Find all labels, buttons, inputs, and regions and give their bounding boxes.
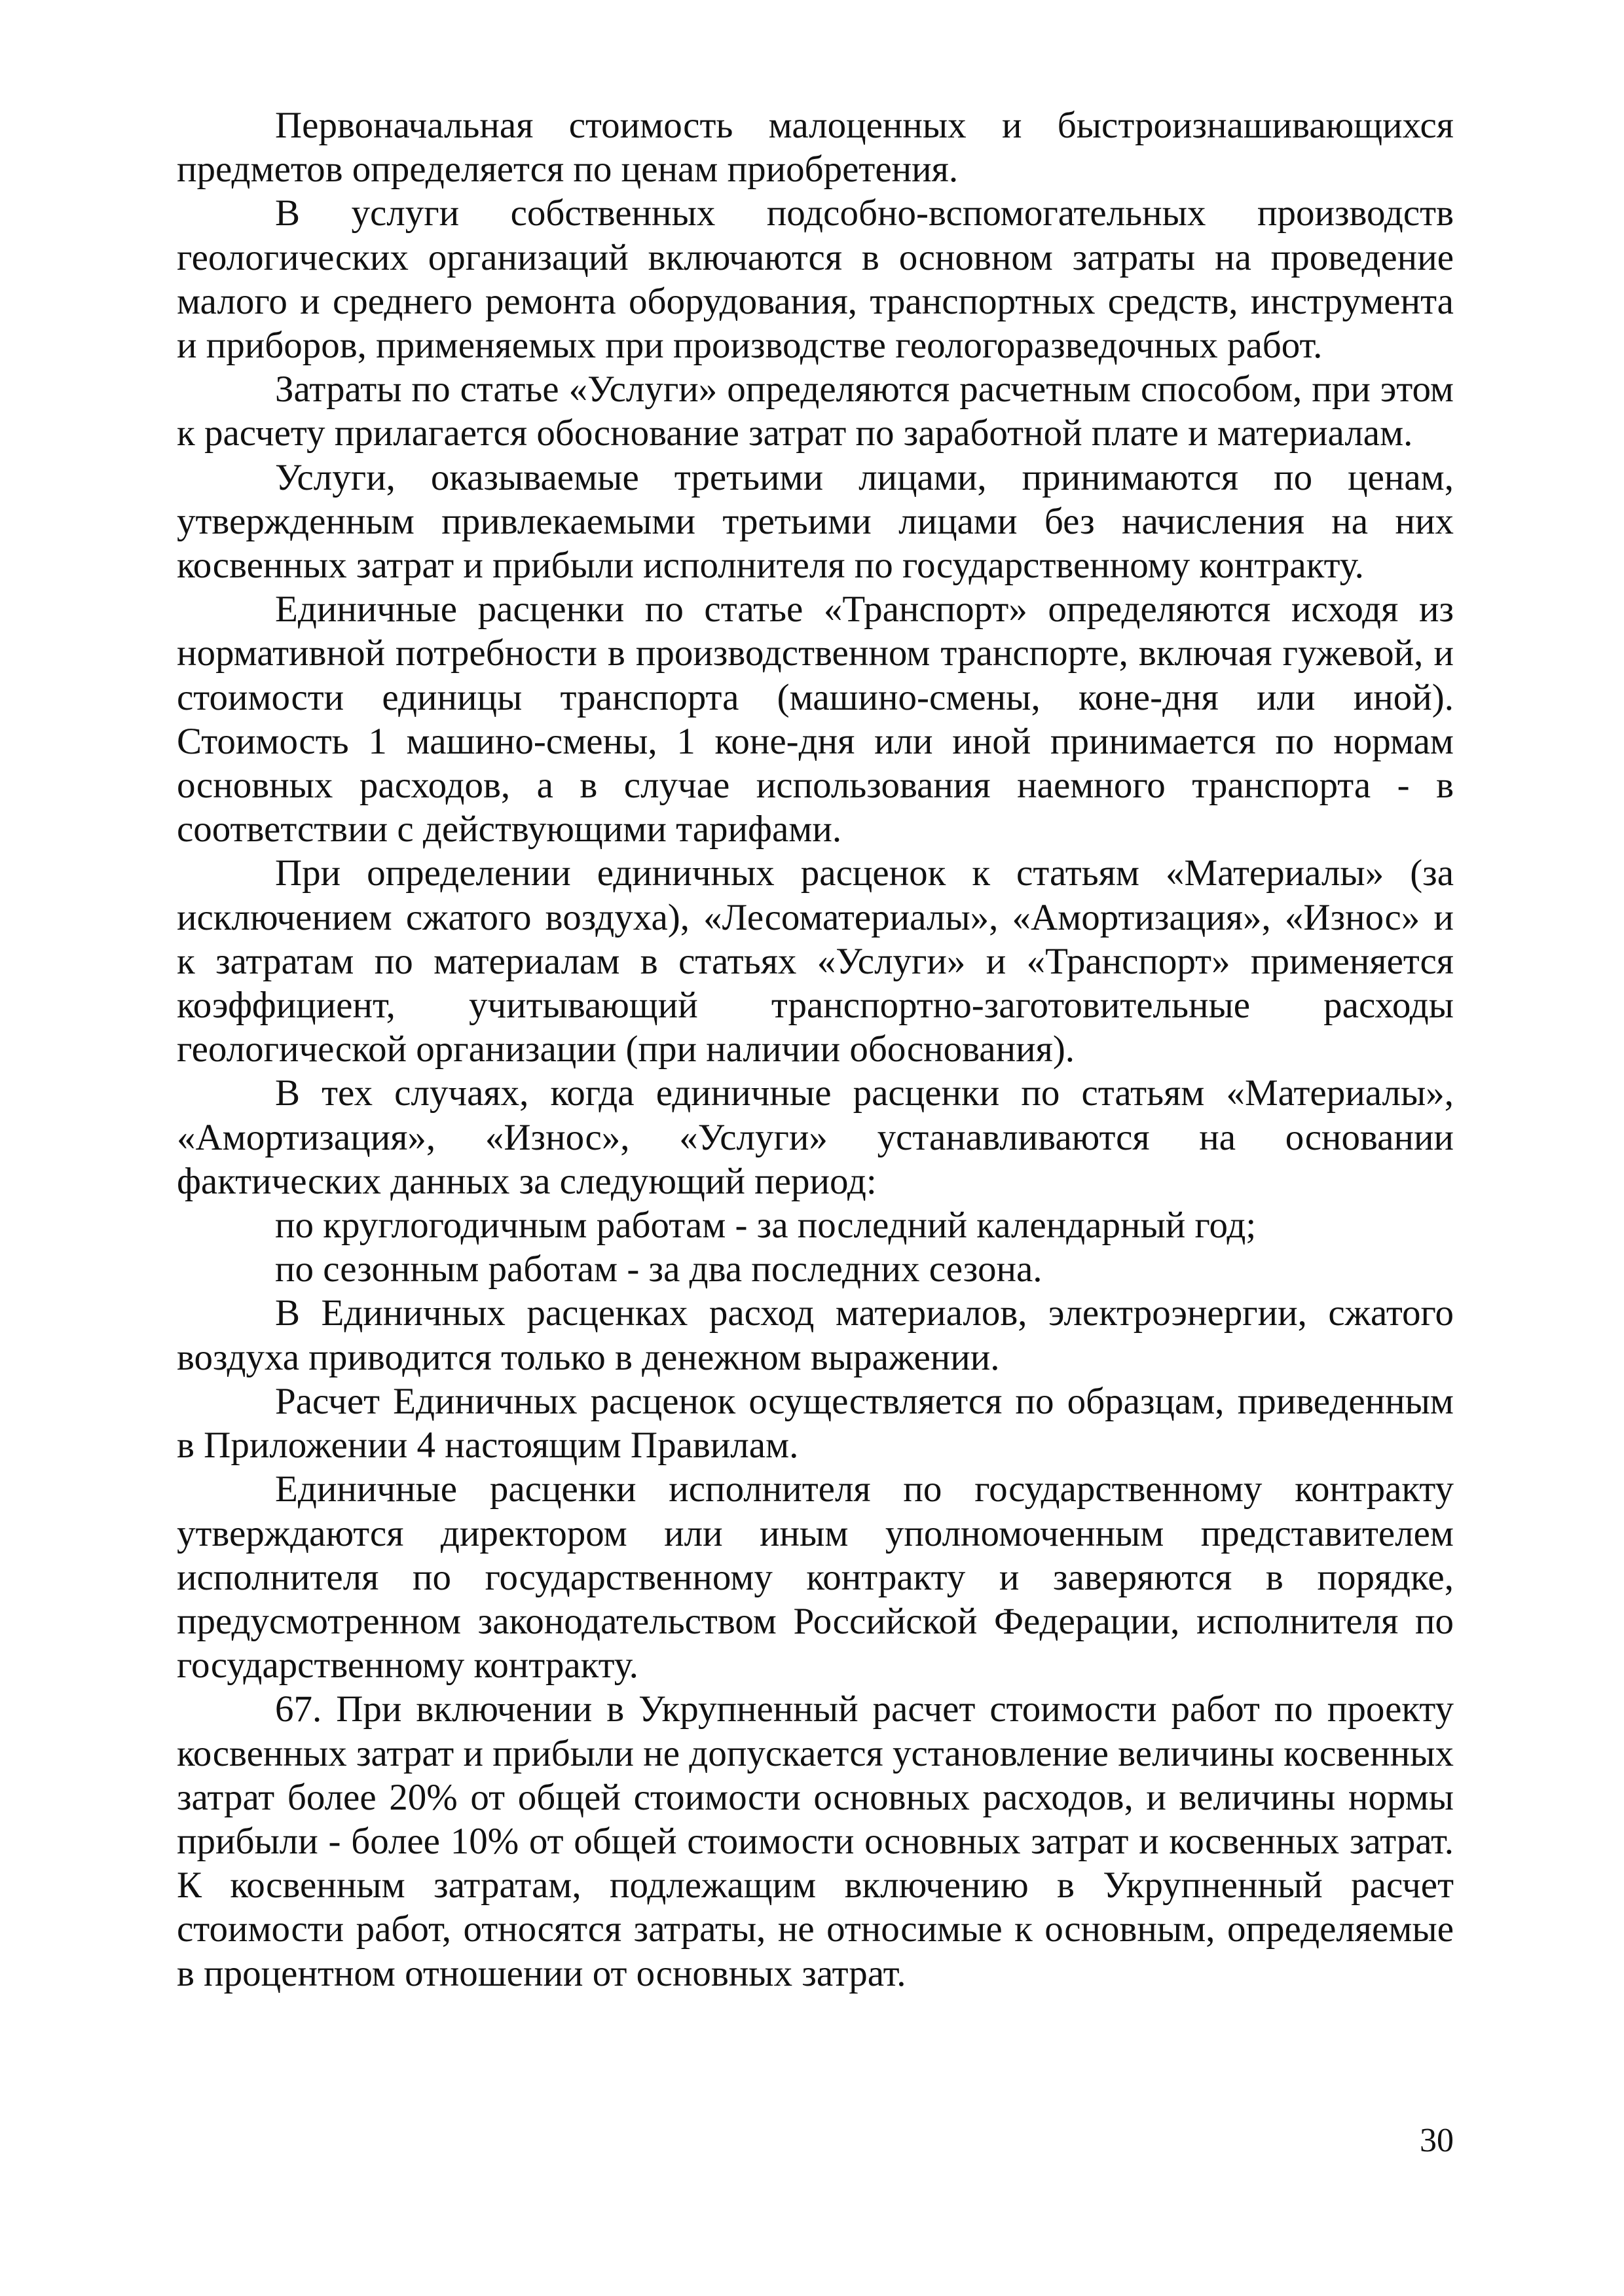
list-item-seasonal-works: по сезонным работам - за два последних сезона. [275, 1248, 1043, 1290]
paragraph-materials-coefficient: При определении единичных расценок к статьям «Материалы» (за исключением сжатого воздуха), «Лесоматериалы», «Амортизация», «Износ» и к затратам по материалам в статьях «Услуги» и «Транспорт» применяется коэффициент, учитывающий транспортно-заготовительные расходы геологической организации (при наличии обоснования). [177, 852, 1454, 1070]
page-number: 30 [1420, 2122, 1454, 2159]
paragraph-third-party-services: Услуги, оказываемые третьими лицами, принимаются по ценам, утвержденным привлекаемыми третьими лицами без начисления на них косвенных затрат и прибыли исполнителя по государственному контракту. [177, 456, 1454, 587]
paragraph-actual-data-period: В тех случаях, когда единичные расценки по статьям «Материалы», «Амортизация», «Износ», «Услуги» устанавливаются на основании фактических данных за следующий период: [177, 1072, 1454, 1202]
paragraph-initial-cost: Первоначальная стоимость малоценных и быстроизнашивающихся предметов определяется по ценам приобретения. [177, 105, 1454, 191]
paragraph-calculation-samples: Расчет Единичных расценок осуществляется по образцам, приведенным в Приложении 4 настоящим Правилам. [177, 1380, 1454, 1467]
paragraph-approval: Единичные расценки исполнителя по государственному контракту утверждаются директором или иным уполномоченным представителем исполнителя по государственному контракту и заверяются в порядке, предусмотренном законодательством Российской Федерации, исполнителя по государственному контракту. [177, 1468, 1454, 1686]
document-body [177, 103, 1454, 1995]
paragraph-section-67: 67. При включении в Укрупненный расчет стоимости работ по проекту косвенных затрат и прибыли не допускается установление величины косвенных затрат более 20% от общей стоимости основных расходов, и величины нормы прибыли - более 10% от общей стоимости основных затрат и косвенных затрат. К косвенным затратам, подлежащим включению в Укрупненный расчет стоимости работ, относятся затраты, не относимые к основным, определяемые в процентном отношении от основных затрат. [177, 1688, 1454, 1994]
paragraph-auxiliary-services: В услуги собственных подсобно-вспомогательных производств геологических организаций включаются в основном затраты на проведение малого и среднего ремонта оборудования, транспортных средств, инструмента и приборов, применяемых при производстве геологоразведочных работ. [177, 192, 1454, 367]
list-item-year-round-works: по круглогодичным работам - за последний календарный год; [275, 1205, 1257, 1247]
paragraph-monetary-expression: В Единичных расценках расход материалов, электроэнергии, сжатого воздуха приводится только в денежном выражении. [177, 1292, 1454, 1378]
paragraph-services-costs: Затраты по статье «Услуги» определяются расчетным способом, при этом к расчету прилагается обоснование затрат по заработной плате и материалам. [177, 369, 1454, 454]
paragraph-transport-rates: Единичные расценки по статье «Транспорт» определяются исходя из нормативной потребности в производственном транспорте, включая гужевой, и стоимости единицы транспорта (машино-смены, коне-дня или иной). Стоимость 1 машино-смены, 1 коне-дня или иной принимается по нормам основных расходов, а в случае использования наемного транспорта - в соответствии с действующими тарифами. [177, 589, 1454, 850]
